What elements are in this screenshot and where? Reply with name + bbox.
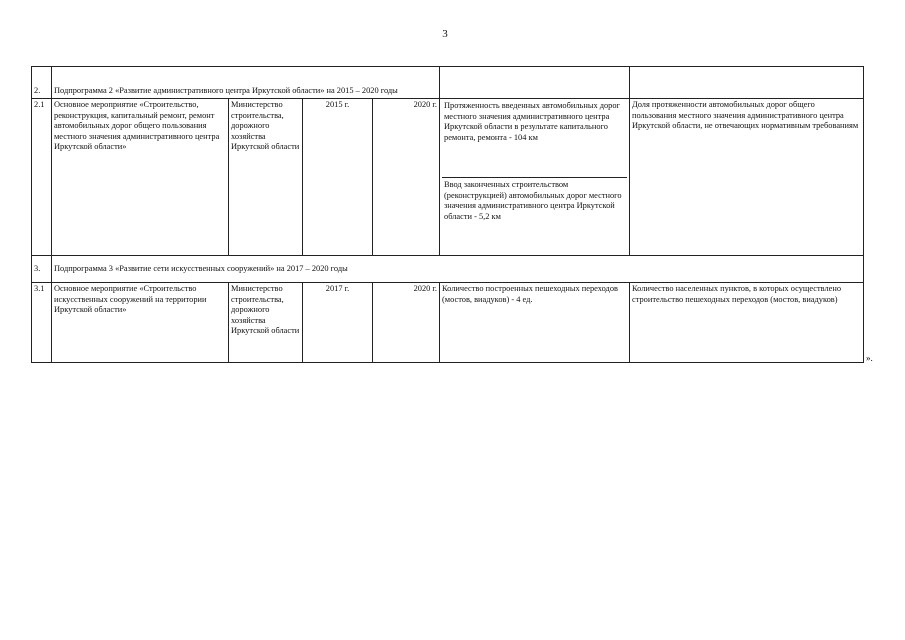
table-row-subprogram-2 <box>32 67 864 99</box>
executor-3-1: Министерство строительства, дорожного хозяйства Иркутской области <box>229 283 303 363</box>
subprogram-3-title: Подпрограмма 3 «Развитие сети искусственных сооружений» на 2017 – 2020 годы <box>52 256 864 283</box>
activity-3-1: Основное мероприятие «Строительство искусственных сооружений на территории Иркутской области» <box>52 283 229 363</box>
start-year-2-1: 2015 г. <box>303 99 373 256</box>
table-row-subprogram-3 <box>32 256 864 283</box>
subprogram-2-indicator-cell <box>630 67 864 99</box>
program-table <box>31 66 864 363</box>
row-number-3-1: 3.1 <box>32 283 52 363</box>
table-row-3-1 <box>32 283 864 363</box>
end-year-2-1: 2020 г. <box>373 99 440 256</box>
result-2-1-construction: Ввод законченных строительством (реконструкцией) автомобильных дорог местного значения административного центра Иркутской области - 5,2 км <box>444 180 622 221</box>
results-2-1 <box>440 99 630 256</box>
row-number-3: 3. <box>32 256 52 283</box>
subprogram-2-result-cell <box>440 67 630 99</box>
result-3-1: Количество построенных пешеходных переходов (мостов, виадуков) - 4 ед. <box>440 283 630 363</box>
subprogram-2-title: Подпрограмма 2 «Развитие административного центра Иркутской области» на 2015 – 2020 годы <box>52 67 440 99</box>
result-2-1-repair: Протяженность введенных автомобильных дорог местного значения административного центра Иркутской области в результате капитального ремонта, ремонта - 104 км <box>442 100 627 178</box>
indicator-2-1: Доля протяженности автомобильных дорог общего пользования местного значения административного центра Иркутской области, не отвечающих нормативным требованиям <box>630 99 864 256</box>
row-number-2: 2. <box>32 67 52 99</box>
end-year-3-1: 2020 г. <box>373 283 440 363</box>
closing-quote-mark: ». <box>866 353 873 363</box>
activity-2-1: Основное мероприятие «Строительство, реконструкция, капитальный ремонт, ремонт автомобильных дорог общего пользования местного значения административного центра Иркутской области» <box>52 99 229 256</box>
page-number: 3 <box>442 28 448 40</box>
table-row-2-1 <box>32 99 864 256</box>
indicator-3-1: Количество населенных пунктов, в которых осуществлено строительство пешеходных переходов (мостов, виадуков) <box>630 283 864 363</box>
start-year-3-1: 2017 г. <box>303 283 373 363</box>
row-number-2-1: 2.1 <box>32 99 52 256</box>
executor-2-1: Министерство строительства, дорожного хозяйства Иркутской области <box>229 99 303 256</box>
